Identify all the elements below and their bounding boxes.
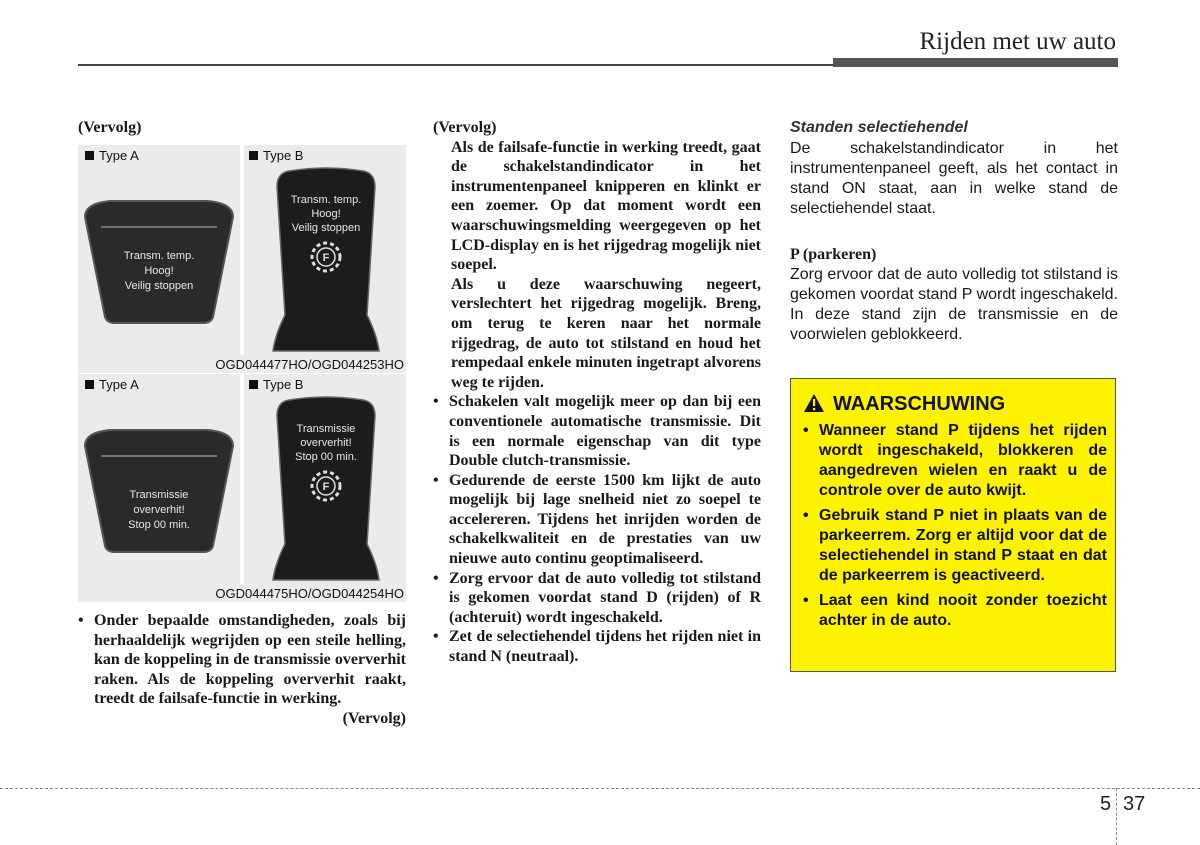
warning-triangle-icon [803,393,825,413]
type-a-label: Type A [85,377,139,392]
screen-line: Veilig stoppen [124,280,194,292]
footer-rule [0,788,1200,789]
list-item: • Zorg ervoor dat de auto volledig tot stilstand is gekomen voordat stand D (rijden) of R (achteruit) wordt ingeschakeld. [433,569,761,628]
list-item: • Gebruik stand P niet in plaats van de parkeerrem. Zorg er altijd voor dat de selectiehendel in stand P staat en dat de parkeerrem is geactiveerd. [803,506,1107,586]
figure-transmission-overheat [78,374,406,602]
screen-line: Transmissie [129,489,189,501]
figure-transm-temp [78,145,406,373]
warning-title: WAARSCHUWING [803,393,1005,416]
list-item: • Laat een kind nooit zonder toezicht achter in de auto. [803,591,1107,631]
screen-line: Transm. temp. [123,250,195,262]
page-number: 37 [1123,793,1146,815]
warning-box [790,378,1116,672]
cluster-display-type-a [81,195,237,325]
svg-text:F: F [322,481,330,493]
svg-text:F: F [322,252,330,264]
screen-line: Hoog! [311,208,341,220]
screen-line: Transmissie [296,423,356,435]
chapter-number: 5 [1100,793,1112,815]
cluster-display-type-b [271,165,381,353]
list-item: • Zet de selectiehendel tijdens het rijden niet in stand N (neutraal). [433,627,761,666]
figure-code: OGD044477HO/OGD044253HO [215,357,404,372]
figure-divider [240,374,244,584]
paragraph: Als u deze waarschuwing negeert, verslechtert het rijgedrag mogelijk. Breng, om terug te keren naar het normale rijgedrag, de auto tot stilstand en houd het rempedaal enkele minuten ingetrapt alvorens weg te rijden. [451,275,761,391]
screen-line: oververhit! [300,437,352,449]
cluster-display-type-a [81,424,237,554]
warning-list [803,421,1107,636]
paragraph: Als de failsafe-functie in werking treedt, gaat de schakelstandindicator in het instrumentenpaneel knipperen en klinkt er een zoemer. Op dat moment wordt een waarschuwingsmelding weergegeven op het LCD-display en is het rijgedrag mogelijk niet soepel. [451,138,761,274]
screen-line: Hoog! [144,265,174,277]
screen-line: oververhit! [133,504,185,516]
type-b-label: Type B [249,148,303,163]
column-left-text [78,611,406,728]
column-right [790,118,1118,345]
footer-divider [1116,788,1117,845]
cluster-display-type-b [271,394,381,582]
paragraph: Zorg ervoor dat de auto volledig tot stilstand is gekomen voordat stand P wordt ingeschakeld. In deze stand zijn de transmissie en de voorwielen geblokkeerd. [790,266,1118,343]
continued-label: (Vervolg) [342,709,406,727]
continued-label: (Vervolg) [78,119,142,136]
figure-code: OGD044475HO/OGD044254HO [215,586,404,601]
section-subheading: Standen selectiehendel [790,119,968,136]
column-middle [433,118,761,667]
screen-line: Stop 00 min. [295,451,357,463]
list-item: • Onder bepaalde omstandigheden, zoals bij herhaaldelijk wegrijden op een steile helling, kan de koppeling in de transmissie oververhit raken. Als de koppeling oververhit raakt, treedt de failsafe-functie in werking. [78,611,406,709]
continued-label: (Vervolg) [433,119,497,136]
list-item: • Wanneer stand P tijdens het rijden wordt ingeschakeld, blokkeren de aangedreven wielen en raakt u de controle over de auto kwijt. [803,421,1107,501]
screen-line: Veilig stoppen [291,222,361,234]
figure-divider [240,145,244,355]
list-item: • Gedurende de eerste 1500 km lijkt de auto mogelijk bij lage snelheid niet zo soepel te accelereren. Tijdens het inrijden worden de schakelkwaliteit en de prestaties van uw nieuwe auto continu geoptimaliseerd. [433,471,761,569]
header-rule [78,64,833,66]
header-rule-bar [833,58,1118,67]
list-item: • Schakelen valt mogelijk meer op dan bij een conventionele automatische transmissie. Dit is een normale eigenschap van dit type Double clutch-transmissie. [433,392,761,470]
paragraph: De schakelstandindicator in het instrumentenpaneel geeft, als het contact in stand ON staat, aan in welke stand de selectiehendel staat. [790,140,1118,217]
section-heading-park: P (parkeren) [790,246,877,263]
screen-line: Transm. temp. [290,194,362,206]
page-header-title: Rijden met uw auto [919,28,1116,55]
type-b-label: Type B [249,377,303,392]
type-a-label: Type A [85,148,139,163]
screen-line: Stop 00 min. [128,519,190,531]
column-left [78,118,406,138]
